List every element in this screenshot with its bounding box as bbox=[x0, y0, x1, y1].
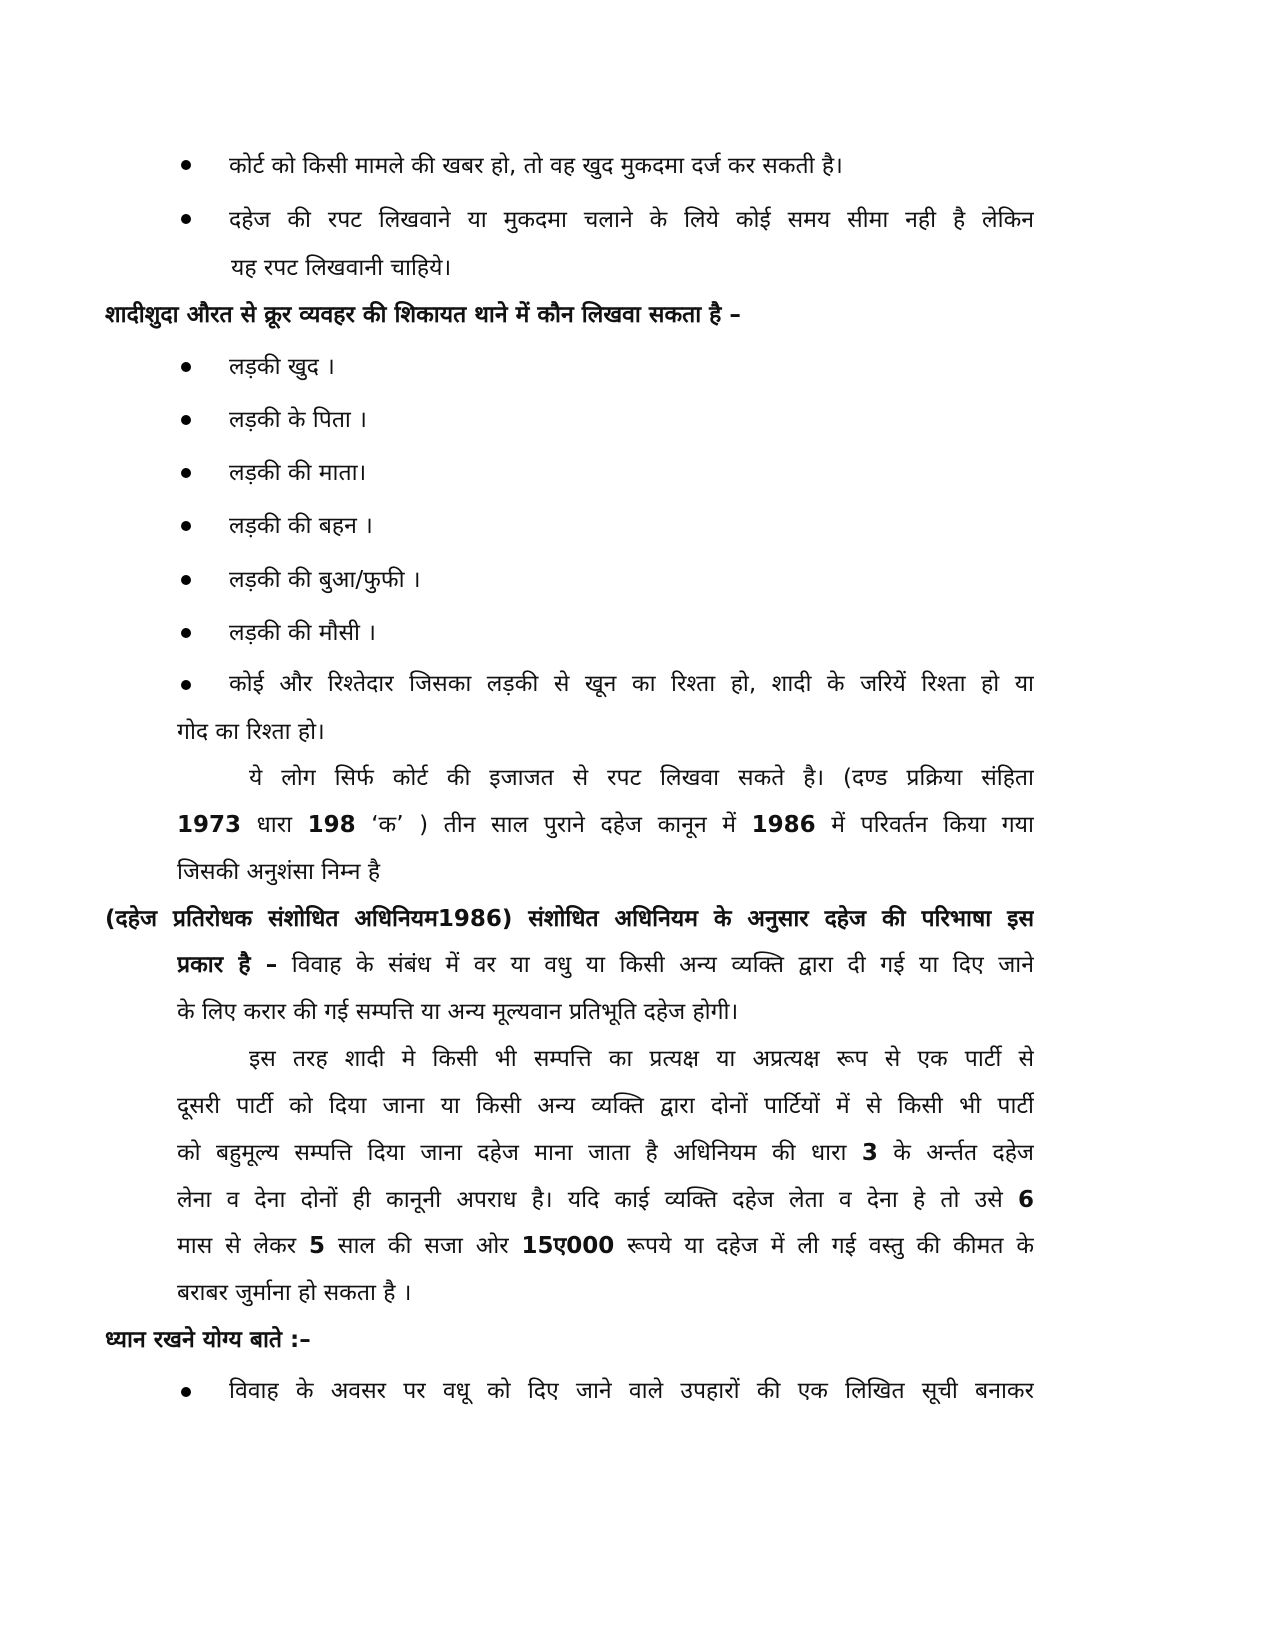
list-item: लड़की की मौसी । bbox=[229, 620, 377, 646]
list-item-continued: गोद का रिश्ता हो। bbox=[177, 719, 325, 745]
list-item: लड़की खुद । bbox=[229, 354, 335, 380]
year-number: 1973 bbox=[177, 812, 242, 838]
paragraph-line: जिसकी अनुशंसा निम्न है bbox=[177, 859, 381, 885]
bullet-icon bbox=[181, 362, 191, 372]
list-item: कोई और रिश्तेदार जिसका लड़की से खून का रिश्ता हो, शादी के जरियें रिश्ता हो या bbox=[229, 671, 1034, 697]
bullet-icon bbox=[181, 468, 191, 478]
text-run: ‘क’ ) तीन साल पुराने दहेज कानून में bbox=[355, 812, 752, 838]
bullet-text: विवाह के अवसर पर वधू को दिए जाने वाले उपहारों की एक लिखित सूची बनाकर bbox=[229, 1378, 1034, 1404]
bullet-text: कोर्ट को किसी मामले की खबर हो, तो वह खुद मुकदमा दर्ज कर सकती है। bbox=[229, 153, 843, 179]
section-heading: ध्यान रखने योग्य बाते :– bbox=[105, 1327, 311, 1353]
bullet-icon bbox=[181, 214, 191, 224]
text-run: लेना व देना दोनों ही कानूनी अपराध है। यदि काई व्यक्ति दहेज लेता व देना हे तो उसे bbox=[177, 1187, 1018, 1213]
text-run: धारा bbox=[241, 812, 308, 838]
paragraph-line bbox=[177, 807, 1034, 839]
list-item: लड़की की बुआ/फुफी । bbox=[229, 567, 421, 593]
paragraph-line: ये लोग सिर्फ कोर्ट की इजाजत से रपट लिखवा सकते है। (दण्ड प्रक्रिया संहिता bbox=[249, 765, 1034, 791]
number: 5 bbox=[309, 1233, 326, 1259]
paragraph-line: इस तरह शादी मे किसी भी सम्पत्ति का प्रत्यक्ष या अप्रत्यक्ष रूप से एक पार्टी से bbox=[249, 1046, 1034, 1072]
text-run: रूपये या दहेज में ली गई वस्तु की कीमत के bbox=[614, 1233, 1034, 1259]
text-run: के अर्न्तत दहेज bbox=[877, 1140, 1034, 1166]
paragraph-line bbox=[177, 1228, 1034, 1260]
section-number: 198 bbox=[307, 812, 356, 838]
definition-heading: (दहेज प्रतिरोधक संशोधित अधिनियम1986) संशोधित अधिनियम के अनुसार दहेज की परिभाषा इस bbox=[105, 906, 1034, 932]
bullet-icon bbox=[181, 680, 191, 690]
paragraph-line: बराबर जुर्माना हो सकता है । bbox=[177, 1280, 412, 1306]
bullet-icon bbox=[181, 521, 191, 531]
text-run: साल की सजा ओर bbox=[325, 1233, 522, 1259]
paragraph-line bbox=[177, 1135, 1034, 1167]
bullet-icon bbox=[181, 1387, 191, 1397]
section-heading: शादीशुदा औरत से क्रूर व्यवहर की शिकायत थाने में कौन लिखवा सकता है – bbox=[105, 302, 741, 328]
bullet-icon bbox=[181, 160, 191, 170]
text-run: विवाह के संबंध में वर या वधु या किसी अन्य व्यक्ति द्वारा दी गई या दिए जाने bbox=[277, 952, 1034, 978]
section-number: 3 bbox=[861, 1140, 878, 1166]
bullet-icon bbox=[181, 628, 191, 638]
text-run: को बहुमूल्य सम्पत्ति दिया जाना दहेज माना जाता है अधिनियम की धारा bbox=[177, 1140, 862, 1166]
bullet-icon bbox=[181, 415, 191, 425]
bullet-icon bbox=[181, 575, 191, 585]
bullet-text: दहेज की रपट लिखवाने या मुकदमा चलाने के लिये कोई समय सीमा नही है लेकिन bbox=[229, 207, 1034, 233]
list-item: लड़की की माता। bbox=[229, 460, 367, 486]
bullet-text-continued: यह रपट लिखवानी चाहिये। bbox=[231, 255, 452, 281]
text-run: मास से लेकर bbox=[177, 1233, 310, 1259]
number: 6 bbox=[1017, 1187, 1034, 1213]
paragraph-line bbox=[177, 1182, 1034, 1214]
list-item: लड़की की बहन । bbox=[229, 513, 373, 539]
definition-heading-continued: प्रकार है – bbox=[177, 952, 278, 978]
paragraph-line: के लिए करार की गई सम्पत्ति या अन्य मूल्यवान प्रतिभूति दहेज होगी। bbox=[177, 999, 739, 1025]
list-item: लड़की के पिता । bbox=[229, 407, 367, 433]
paragraph-line: दूसरी पार्टी को दिया जाना या किसी अन्य व्यक्ति द्वारा दोनों पार्टियों में से किसी भी पार्टी bbox=[177, 1093, 1034, 1119]
year-number: 1986 bbox=[751, 812, 816, 838]
text-run: में परिवर्तन किया गया bbox=[815, 812, 1034, 838]
paragraph-line bbox=[177, 947, 1034, 979]
amount: 15ए000 bbox=[521, 1233, 615, 1259]
